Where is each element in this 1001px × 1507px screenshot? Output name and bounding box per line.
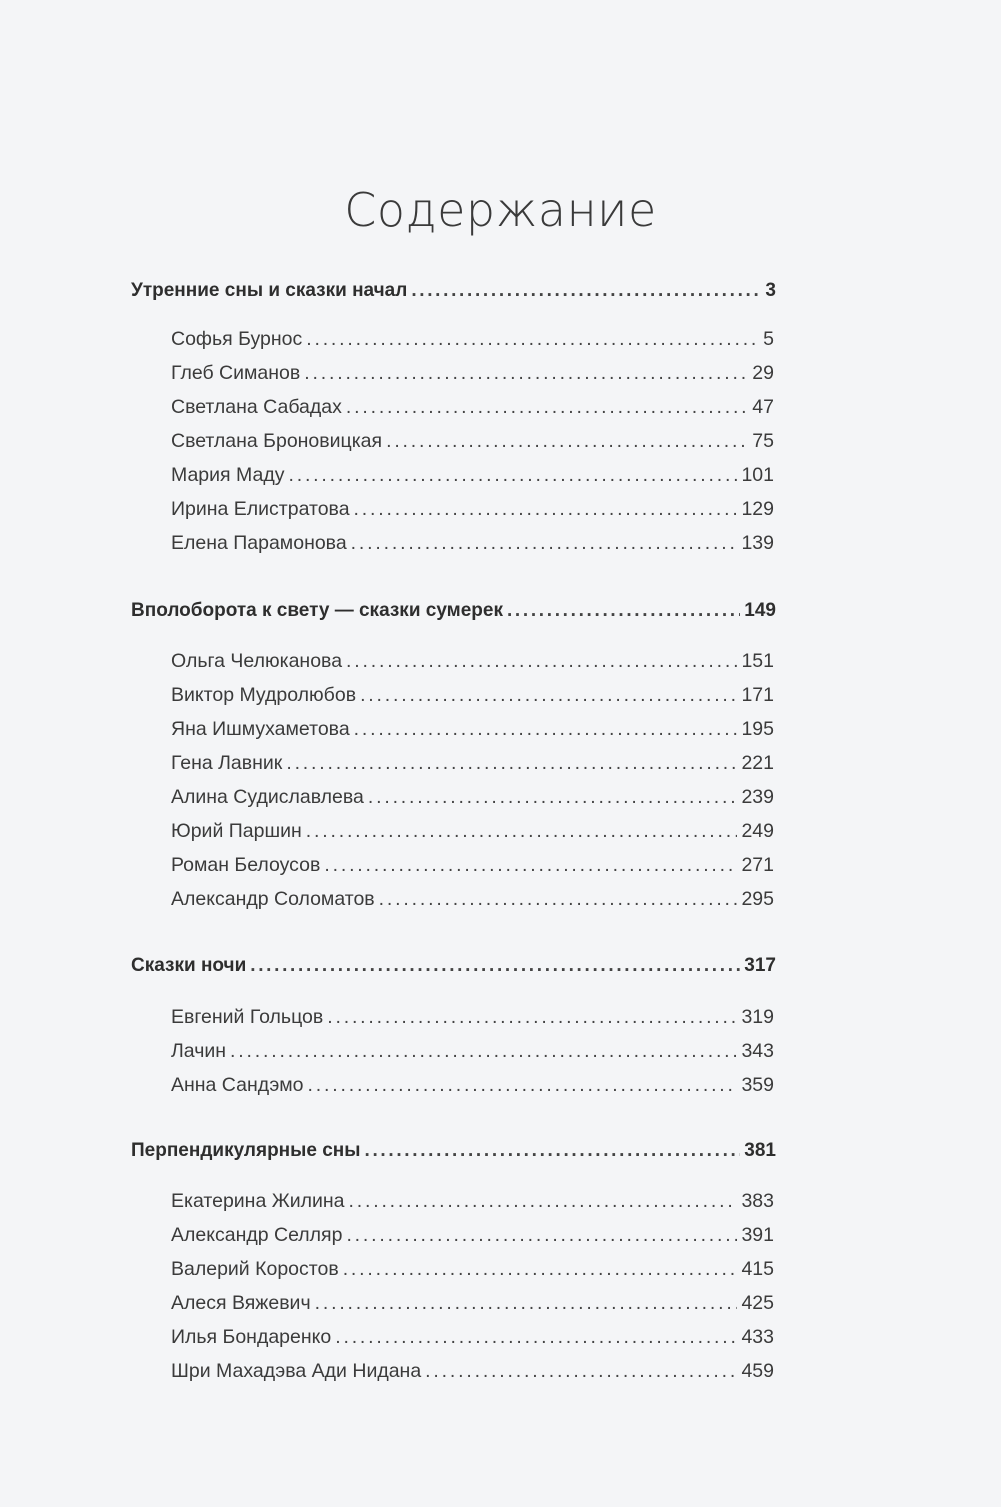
entry-author: Глеб Симанов bbox=[171, 362, 301, 384]
entry-author: Яна Ишмухаметова bbox=[171, 718, 350, 740]
toc-entry bbox=[171, 752, 774, 775]
dot-leader bbox=[346, 396, 748, 419]
toc-entry bbox=[171, 362, 774, 385]
entry-page-number: 5 bbox=[763, 328, 774, 350]
toc-entry bbox=[171, 328, 774, 351]
dot-leader bbox=[346, 1224, 737, 1247]
entry-author: Алина Судиславлева bbox=[171, 786, 364, 808]
entry-author: Софья Бурнос bbox=[171, 328, 303, 350]
entry-page-number: 415 bbox=[741, 1258, 774, 1280]
entry-page-number: 383 bbox=[741, 1190, 774, 1212]
toc-entry bbox=[171, 1224, 774, 1247]
entry-author: Мария Маду bbox=[171, 464, 285, 486]
dot-leader bbox=[368, 786, 738, 809]
toc-entry bbox=[171, 1326, 774, 1349]
dot-leader bbox=[306, 820, 738, 843]
entry-author: Илья Бондаренко bbox=[171, 1326, 332, 1348]
toc-section-heading bbox=[131, 280, 776, 302]
entry-page-number: 195 bbox=[741, 718, 774, 740]
dot-leader bbox=[308, 1074, 738, 1097]
page-title: Содержание bbox=[344, 183, 657, 237]
dot-leader bbox=[250, 955, 740, 977]
toc-entry bbox=[171, 786, 774, 809]
toc-entry bbox=[171, 1292, 774, 1315]
entry-author: Светлана Сабадах bbox=[171, 396, 342, 418]
dot-leader bbox=[354, 498, 738, 521]
entry-page-number: 295 bbox=[741, 888, 774, 910]
entry-author: Александр Соломатов bbox=[171, 888, 375, 910]
toc-entry bbox=[171, 718, 774, 741]
entry-author: Ольга Челюканова bbox=[171, 650, 343, 672]
entry-page-number: 249 bbox=[741, 820, 774, 842]
toc-entry bbox=[171, 464, 774, 487]
entry-page-number: 459 bbox=[741, 1360, 774, 1382]
dot-leader bbox=[354, 718, 738, 741]
entry-page-number: 271 bbox=[741, 854, 774, 876]
toc-entry bbox=[171, 396, 774, 419]
entry-author: Екатерина Жилина bbox=[171, 1190, 345, 1212]
dot-leader bbox=[286, 752, 737, 775]
dot-leader bbox=[360, 684, 737, 707]
toc-entry bbox=[171, 684, 774, 707]
entry-author: Светлана Броновицкая bbox=[171, 430, 383, 452]
entry-page-number: 391 bbox=[741, 1224, 774, 1246]
dot-leader bbox=[349, 1190, 738, 1213]
entry-author: Алеся Вяжевич bbox=[171, 1292, 311, 1314]
dot-leader bbox=[386, 430, 748, 453]
dot-leader bbox=[324, 854, 737, 877]
entry-page-number: 75 bbox=[752, 430, 774, 452]
entry-author: Роман Белоусов bbox=[171, 854, 321, 876]
entry-page-number: 101 bbox=[741, 464, 774, 486]
section-page-number: 149 bbox=[744, 600, 776, 621]
dot-leader bbox=[346, 650, 737, 673]
toc-entry bbox=[171, 1040, 774, 1063]
entry-page-number: 221 bbox=[741, 752, 774, 774]
toc-entry bbox=[171, 820, 774, 843]
toc-entry bbox=[171, 1006, 774, 1029]
entry-author: Елена Парамонова bbox=[171, 532, 347, 554]
dot-leader bbox=[315, 1292, 738, 1315]
entry-page-number: 139 bbox=[741, 532, 774, 554]
dot-leader bbox=[379, 888, 738, 911]
entry-author: Шри Махадэва Ади Нидана bbox=[171, 1360, 422, 1382]
entry-author: Лачин bbox=[171, 1040, 227, 1062]
entry-author: Ирина Елистратова bbox=[171, 498, 350, 520]
toc-section-heading bbox=[131, 955, 776, 977]
toc-entry bbox=[171, 532, 774, 555]
entry-page-number: 29 bbox=[752, 362, 774, 384]
section-title: Вполоборота к свету — сказки сумерек bbox=[131, 600, 503, 621]
section-title: Утренние сны и сказки начал bbox=[131, 280, 408, 301]
dot-leader bbox=[507, 600, 740, 622]
toc-entry bbox=[171, 1360, 774, 1383]
toc-entry bbox=[171, 1190, 774, 1213]
dot-leader bbox=[351, 532, 738, 555]
dot-leader bbox=[411, 280, 761, 302]
toc-entry bbox=[171, 888, 774, 911]
toc-entry bbox=[171, 1074, 774, 1097]
section-page-number: 381 bbox=[744, 1140, 776, 1161]
entry-page-number: 151 bbox=[741, 650, 774, 672]
toc-entry bbox=[171, 1258, 774, 1281]
section-page-number: 3 bbox=[765, 280, 776, 301]
toc-entry bbox=[171, 430, 774, 453]
entry-author: Евгений Гольцов bbox=[171, 1006, 324, 1028]
toc-entry bbox=[171, 498, 774, 521]
toc-entry bbox=[171, 854, 774, 877]
entry-page-number: 343 bbox=[741, 1040, 774, 1062]
entry-author: Виктор Мудролюбов bbox=[171, 684, 357, 706]
entry-author: Юрий Паршин bbox=[171, 820, 302, 842]
dot-leader bbox=[288, 464, 737, 487]
dot-leader bbox=[327, 1006, 737, 1029]
dot-leader bbox=[425, 1360, 737, 1383]
entry-author: Валерий Коростов bbox=[171, 1258, 339, 1280]
dot-leader bbox=[365, 1140, 741, 1162]
toc-entry bbox=[171, 650, 774, 673]
entry-page-number: 239 bbox=[741, 786, 774, 808]
entry-author: Гена Лавник bbox=[171, 752, 283, 774]
dot-leader bbox=[304, 362, 748, 385]
dot-leader bbox=[306, 328, 759, 351]
entry-page-number: 359 bbox=[741, 1074, 774, 1096]
dot-leader bbox=[335, 1326, 737, 1349]
entry-author: Анна Сандэмо bbox=[171, 1074, 304, 1096]
entry-page-number: 47 bbox=[752, 396, 774, 418]
toc-section-heading bbox=[131, 600, 776, 622]
section-page-number: 317 bbox=[744, 955, 776, 976]
section-title: Перпендикулярные сны bbox=[131, 1140, 361, 1161]
section-title: Сказки ночи bbox=[131, 955, 247, 976]
entry-page-number: 425 bbox=[741, 1292, 774, 1314]
entry-page-number: 171 bbox=[741, 684, 774, 706]
entry-page-number: 129 bbox=[741, 498, 774, 520]
entry-page-number: 433 bbox=[741, 1326, 774, 1348]
toc-section-heading bbox=[131, 1140, 776, 1162]
entry-page-number: 319 bbox=[741, 1006, 774, 1028]
dot-leader bbox=[230, 1040, 737, 1063]
entry-author: Александр Селляр bbox=[171, 1224, 343, 1246]
dot-leader bbox=[343, 1258, 738, 1281]
